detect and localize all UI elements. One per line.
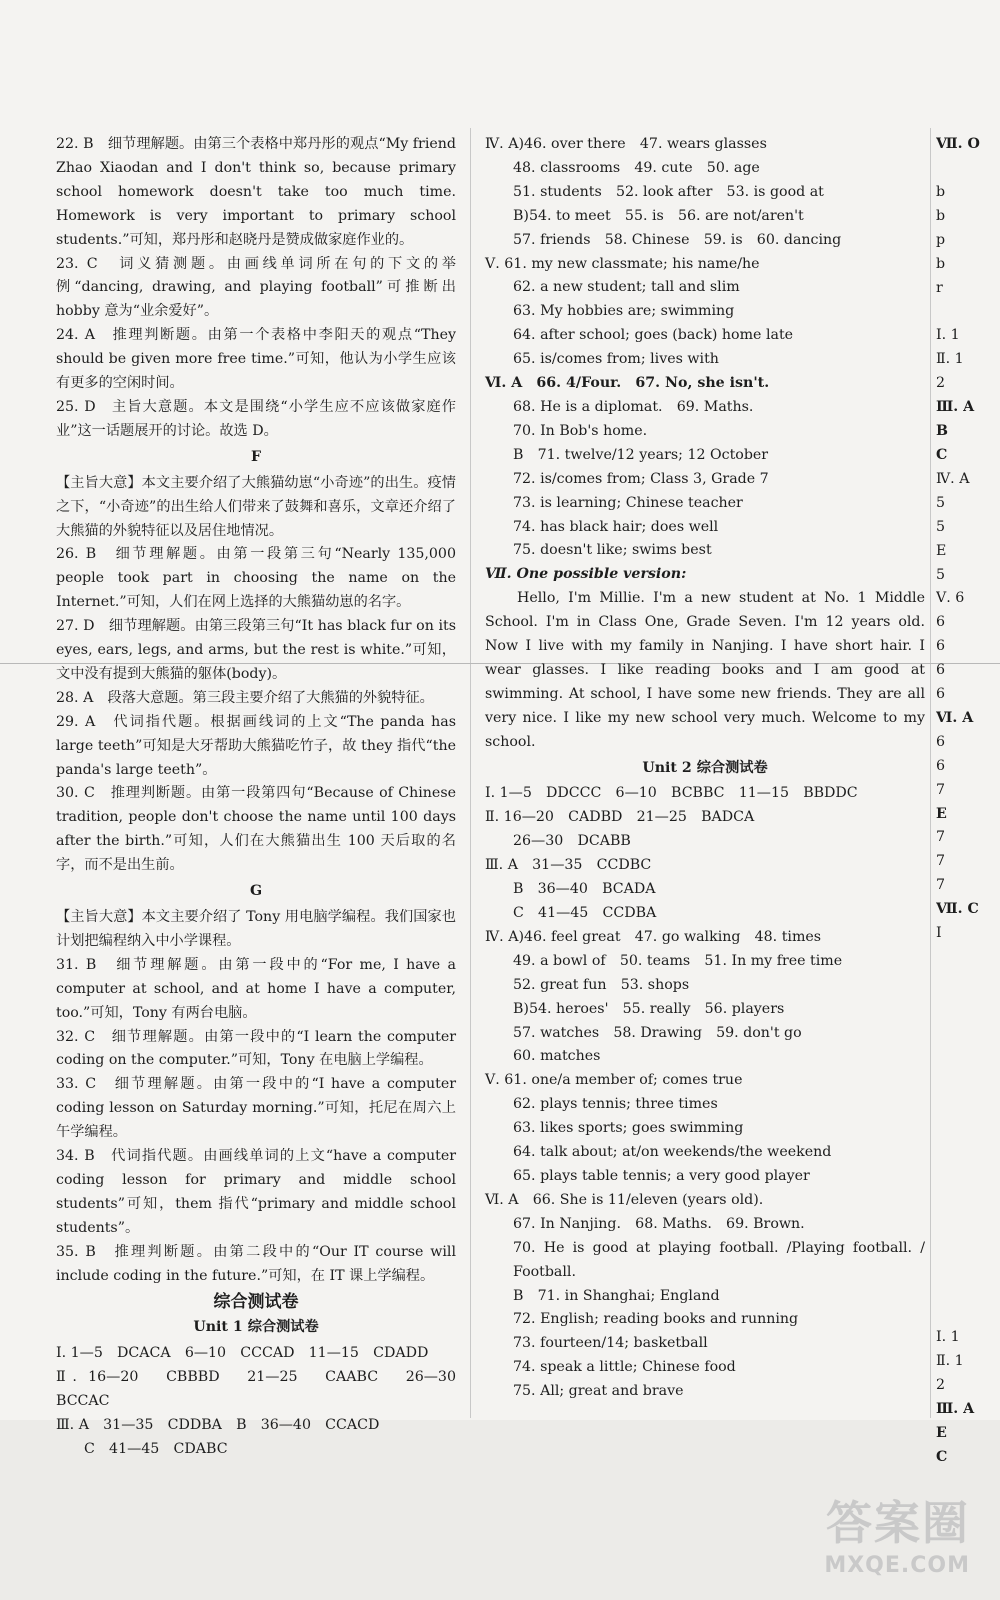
- fragment-line: Ⅱ. 1: [936, 351, 964, 368]
- fragment-line: 7: [936, 853, 946, 870]
- answer-26: 26. B 细节理解题。由第一段第三句“Nearly 135,000 people took part in choosing the name on the Internet.”可知，人们在网上选择的大熊猫幼崽的名字。: [56, 546, 456, 611]
- fragment-line: Ⅶ. C: [936, 901, 979, 918]
- fragment-line: b: [936, 207, 946, 224]
- unit1-answers-1: Ⅰ. 1—5 DCACA 6—10 CCCAD 11—15 CDADD: [56, 1345, 429, 1362]
- fragment-line: Ⅰ. 1: [936, 1329, 960, 1345]
- answer-line: B)54. to meet 55. is 56. are not/aren't: [513, 207, 804, 224]
- comprehensive-test-heading: 综合测试卷: [213, 1291, 299, 1312]
- fragment-line: 7: [936, 829, 946, 846]
- fragment-line: Ⅲ. A: [936, 1400, 975, 1417]
- answer-line: 48. classrooms 49. cute 50. age: [513, 159, 760, 176]
- fragment-line: 6: [936, 662, 946, 679]
- section-g-summary: 【主旨大意】本文主要介绍了 Tony 用电脑学编程。我们国家也计划把编程纳入中小学课程。: [56, 909, 456, 949]
- answer-line: Ⅴ. 61. my new classmate; his name/he: [485, 255, 760, 272]
- answer-line: 64. after school; goes (back) home late: [513, 327, 794, 344]
- fragment-line: p: [936, 231, 946, 248]
- fragment-line: E: [936, 1424, 947, 1441]
- answer-24: 24. A 推理判断题。由第一个表格中李阳天的观点“They should be given more free time.”可知，他认为小学生应该有更多的空闲时间。: [56, 327, 456, 392]
- fragment-line: Ⅵ. A: [936, 709, 974, 726]
- answer-28: 28. A 段落大意题。第三段主要介绍了大熊猫的外貌特征。: [56, 689, 434, 706]
- answer-32: 32. C 细节理解题。由第一段中的“I learn the computer coding on the computer.”可知，Tony 在电脑上学编程。: [56, 1028, 456, 1069]
- fragment-line: 6: [936, 733, 946, 750]
- fragment-line: 6: [936, 757, 946, 774]
- fragment-line: 6: [936, 614, 946, 631]
- answer-23: 23. C 词义猜测题。由画线单词所在句的下文的举例“dancing, drawing, and playing football”可推断出 hobby 意为“业余爱好”。: [56, 255, 456, 320]
- answer-line: 62. a new student; tall and slim: [513, 279, 740, 296]
- answer-line: 74. has black hair; does well: [513, 518, 719, 535]
- answer-30: 30. C 推理判断题。由第一段第四句“Because of Chinese tradition, people don't choose the name until 100 days after the birth.”可知，人们在大熊猫出生 100 天后取的名字，而不是出生前。: [56, 785, 456, 874]
- unit2-answers: 72. English; reading books and running: [513, 1311, 799, 1328]
- unit2-answers: 26—30 DCABB: [513, 833, 631, 850]
- unit2-answers: B 36—40 BCADA: [513, 881, 656, 898]
- answer-31: 31. B 细节理解题。由第一段中的“For me, I have a computer at school, and at home I have a computer, too.”可知，Tony 有两台电脑。: [56, 956, 456, 1021]
- answer-line: 70. In Bob's home.: [513, 422, 648, 439]
- answer-line: 63. My hobbies are; swimming: [513, 303, 735, 320]
- answer-line: B 71. twelve/12 years; 12 October: [513, 446, 769, 463]
- unit2-answers: Ⅳ. A)46. feel great 47. go walking 48. times: [485, 928, 822, 945]
- unit2-answers: 64. talk about; at/on weekends/the weekend: [513, 1144, 832, 1161]
- unit2-answers: Ⅱ. 16—20 CADBD 21—25 BADCA: [485, 809, 755, 826]
- fragment-line: Ⅰ. 1: [936, 327, 960, 344]
- section-g-heading: G: [249, 883, 263, 900]
- answer-27: 27. D 细节理解题。由第三段第三句“It has black fur on its eyes, ears, legs, and arms, but the rest is white.”可知，文中没有提到大熊猫的躯体(body)。: [56, 618, 456, 682]
- site-watermark: [824, 1487, 970, 1578]
- answer-34: 34. B 代词指代题。由画线单词的上文“have a computer coding lesson for primary and middle school students”可知，them 指代“primary and middle school students”。: [56, 1148, 456, 1236]
- fragment-line: Ⅱ. 1: [936, 1352, 964, 1369]
- answer-line: Ⅳ. A)46. over there 47. wears glasses: [485, 136, 767, 152]
- unit2-answers: Ⅵ. A 66. She is 11/eleven (years old).: [485, 1191, 764, 1208]
- unit2-answers: B 71. in Shanghai; England: [513, 1287, 720, 1304]
- section-f-heading: F: [250, 448, 262, 465]
- unit2-answers: 74. speak a little; Chinese food: [513, 1359, 736, 1376]
- unit2-answers: 75. All; great and brave: [513, 1383, 684, 1400]
- fragment-line: 5: [936, 518, 946, 535]
- unit2-answers: 67. In Nanjing. 68. Maths. 69. Brown.: [513, 1215, 805, 1232]
- answer-25: 25. D 主旨大意题。本文是围绕“小学生应不应该做家庭作业”这一话题展开的讨论。故选 D。: [56, 398, 456, 439]
- unit2-answers: 49. a bowl of 50. teams 51. In my free time: [513, 952, 843, 969]
- fragment-line: Ⅴ. 6: [936, 590, 965, 607]
- middle-column: [485, 133, 925, 1404]
- watermark-domain: MXQE.COM: [824, 1553, 970, 1578]
- writing-heading: Ⅶ. One possible version:: [485, 566, 687, 583]
- fragment-line: Ⅶ. O: [936, 136, 980, 152]
- fragment-line: 7: [936, 781, 946, 798]
- fragment-line: E: [936, 542, 947, 559]
- answer-line: Ⅵ. A 66. 4/Four. 67. No, she isn't.: [485, 375, 770, 392]
- column-divider: [930, 128, 931, 1418]
- writing-sample: Hello, I'm Millie. I'm a new student at No. 1 Middle School. I'm in Class One, Grade Seven. I'm 12 years old. Now I live with my family in Nanjing. I have short hair. I wear glasses. I like reading books and I am good at swimming. At school, I have some new friends. They are all very nice. I like my new school very much. Welcome to my school.: [485, 590, 925, 750]
- unit2-answers: C 41—45 CCDBA: [513, 905, 657, 921]
- watermark-logo-text: 答案圈: [826, 1496, 970, 1550]
- answer-line: 68. He is a diplomat. 69. Maths.: [513, 398, 754, 415]
- unit2-answers: Ⅲ. A 31—35 CCDBC: [485, 857, 652, 874]
- answer-line: 73. is learning; Chinese teacher: [513, 494, 743, 511]
- fragment-line: b: [936, 255, 946, 272]
- answer-29: 29. A 代词指代题。根据画线词的上文“The panda has large teeth”可知是大牙帮助大熊猫吃竹子，故 they 指代“the panda's large teeth”。: [56, 713, 456, 778]
- unit1-answers-4: C 41—45 CDABC: [84, 1440, 228, 1457]
- fragment-line: E: [936, 805, 947, 822]
- unit2-answers: 62. plays tennis; three times: [513, 1096, 718, 1113]
- fragment-line: 7: [936, 877, 946, 894]
- left-column: [56, 133, 471, 1462]
- unit2-answers: 57. watches 58. Drawing 59. don't go: [513, 1024, 802, 1041]
- answer-line: 75. doesn't like; swims best: [513, 542, 712, 559]
- answer-33: 33. C 细节理解题。由第一段中的“I have a computer coding lesson on Saturday morning.”可知，托尼在周六上午学编程。: [56, 1076, 456, 1141]
- answer-line: 72. is/comes from; Class 3, Grade 7: [513, 470, 769, 487]
- unit2-answers: Ⅴ. 61. one/a member of; comes true: [485, 1072, 743, 1089]
- unit1-answers-3: Ⅲ. A 31—35 CDDBA B 36—40 CCACD: [56, 1417, 380, 1434]
- fragment-line: B: [936, 423, 948, 440]
- unit1-heading: Unit 1 综合测试卷: [193, 1319, 319, 1336]
- fragment-line: 2: [936, 1376, 946, 1393]
- answer-22: 22. B 细节理解题。由第三个表格中郑丹彤的观点“My friend Zhao Xiaodan and I don't think so, because primary school homework doesn't take too much time. Homework is very important to primary school students.”可知，郑丹彤和赵晓丹是赞成做家庭作业的。: [56, 136, 456, 248]
- section-f-summary: 【主旨大意】本文主要介绍了大熊猫幼崽“小奇迹”的出生。疫情之下，“小奇迹”的出生给人们带来了鼓舞和喜乐，文章还介绍了大熊猫的外貌特征以及居住地情况。: [56, 474, 456, 539]
- fragment-line: Ⅲ. A: [936, 399, 975, 416]
- fragment-line: 5: [936, 494, 946, 511]
- column-divider: [470, 128, 471, 1418]
- unit2-answers: 70. He is good at playing football. /Playing football. / Football.: [513, 1239, 925, 1280]
- fragment-line: r: [936, 279, 943, 296]
- right-column-fragment: [936, 133, 1000, 1469]
- fragment-line: b: [936, 183, 946, 200]
- unit2-heading: Unit 2 综合测试卷: [642, 759, 768, 776]
- fragment-line: 5: [936, 566, 946, 583]
- unit2-answers: 52. great fun 53. shops: [513, 976, 690, 993]
- answer-line: 51. students 52. look after 53. is good at: [513, 183, 824, 200]
- unit2-answers: 73. fourteen/14; basketball: [513, 1335, 708, 1352]
- fragment-line: 6: [936, 638, 946, 655]
- fragment-line: 2: [936, 375, 946, 392]
- unit2-answers: B)54. heroes' 55. really 56. players: [513, 1000, 785, 1017]
- unit2-answers: 65. plays table tennis; a very good player: [513, 1167, 810, 1184]
- fragment-line: C: [936, 446, 948, 463]
- answer-line: 57. friends 58. Chinese 59. is 60. dancing: [513, 231, 842, 248]
- answer-35: 35. B 推理判断题。由第二段中的“Our IT course will include coding in the future.”可知，在 IT 课上学编程。: [56, 1243, 456, 1284]
- answer-line: 65. is/comes from; lives with: [513, 351, 719, 368]
- unit1-answers-2: Ⅱ. 16—20 CBBBD 21—25 CAABC 26—30 BCCAC: [56, 1369, 471, 1410]
- unit2-answers: 60. matches: [513, 1048, 601, 1065]
- unit2-answers: Ⅰ. 1—5 DDCCC 6—10 BCBBC 11—15 BBDDC: [485, 785, 858, 802]
- fragment-line: I: [936, 925, 942, 942]
- fragment-line: Ⅳ. A: [936, 470, 970, 487]
- fragment-line: 6: [936, 686, 946, 703]
- fragment-line: C: [936, 1448, 948, 1465]
- unit2-answers: 63. likes sports; goes swimming: [513, 1120, 744, 1137]
